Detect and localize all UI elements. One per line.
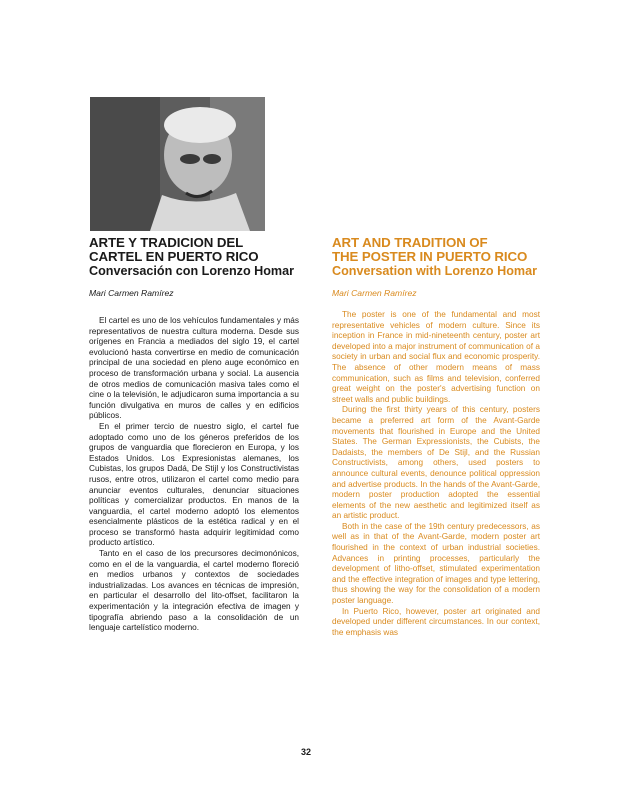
english-paragraph: Both in the case of the 19th century predecessors, as well as in that of the Avant-Garde, modern poster art flourished in the context of urban industrial societies. Advances in printing processes, particularly the development of litho-offset, stimulated experimentation and the effective integration of images and type lettering, thus showing the way for the consolidation of a modern poster language. (332, 521, 540, 606)
spanish-title-line-2: CARTEL EN PUERTO RICO (89, 249, 259, 264)
english-column (332, 236, 540, 638)
spanish-paragraph: En el primer tercio de nuestro siglo, el cartel fue adoptado como uno de los géneros preferidos de los grupos de vanguardia que florecieron en Europa, y los Estados Unidos. Los Expresionistas alemanes, los Cubistas, los grupos Dadá, De Stijl y los Constructivistas rusos, entre otros, utilizaron el cartel como medio para anunciar eventos culturales, denunciar situaciones políticas y comercializar productos. En manos de la vanguardia, el cartel moderno adoptó los elementos esencialmente plásticos de la estética radical y en el proceso se transformó hasta adquirir legitimidad como producto artístico. (89, 421, 299, 548)
english-subtitle: Conversation with Lorenzo Homar (332, 264, 538, 278)
spanish-title-line-1: ARTE Y TRADICION DEL (89, 235, 244, 250)
english-title-line-1: ART AND TRADITION OF (332, 235, 488, 250)
spanish-body (89, 316, 299, 634)
spanish-subtitle: Conversación con Lorenzo Homar (89, 264, 295, 278)
portrait-photo-image (90, 97, 265, 231)
spanish-paragraph: El cartel es uno de los vehículos fundamentales y más representativos de nuestra cultura moderna. Desde sus orígenes en Francia a mediados del siglo 19, el cartel evolucionó hasta convertirse en medio de comunicación principal de una sociedad en pleno auge económico en proceso de transformación urbana y social. La ausencia de otros medios de comunicación masiva tales como el cine o la televisión, le adjudicaron suma importancia a su función divulgativa en muros de calles y en edificios públicos. (89, 316, 299, 421)
english-paragraph: In Puerto Rico, however, poster art originated and developed under different circumstances. In our context, the emphasis was (332, 606, 540, 637)
spanish-title (89, 236, 299, 278)
spanish-paragraph: Tanto en el caso de los precursores decimonónicos, como en el de la vanguardia, el cartel moderno floreció en medios urbanos y contextos de sociedades industrializadas. Los avances en técnicas de impresión, en particular el desarrollo del lito-offset, facilitaron la experimentación y la integración efectiva de imagen y tipografía abriendo paso a la consolidación de un lenguaje cartelístico moderno. (89, 549, 299, 633)
english-paragraph: The poster is one of the fundamental and most representative vehicles of modern culture. Since its inception in France in mid-nineteenth century, poster art developed into a major instrument of communication of a society in urban and social flux and economic prosperity. The absence of other modern means of mass communication, such as films and television, conferred great weight on the poster's advertising function on street walls and public buildings. (332, 310, 540, 404)
english-body (332, 310, 540, 638)
english-title (332, 236, 540, 278)
portrait-photo (90, 97, 265, 231)
english-author: Mari Carmen Ramírez (332, 288, 417, 298)
spanish-column (89, 236, 299, 634)
page-number: 32 (301, 747, 312, 757)
spanish-author: Mari Carmen Ramírez (89, 288, 174, 298)
english-paragraph: During the first thirty years of this century, posters became a preferred art form of the Avant-Garde movements that flourished in Europe and the United States. The German Expressionists, the Cubists, the Dadaists, the members of De Stijl, and the Russian Constructivists, among others, used posters to announce cultural events, denounce political oppression and advertise products. In the hands of the Avant-Garde, modern poster production adopted the essential elements of the new aesthetic and legitimized itself as an artistic product. (332, 405, 540, 521)
english-title-line-2: THE POSTER IN PUERTO RICO (332, 249, 528, 264)
